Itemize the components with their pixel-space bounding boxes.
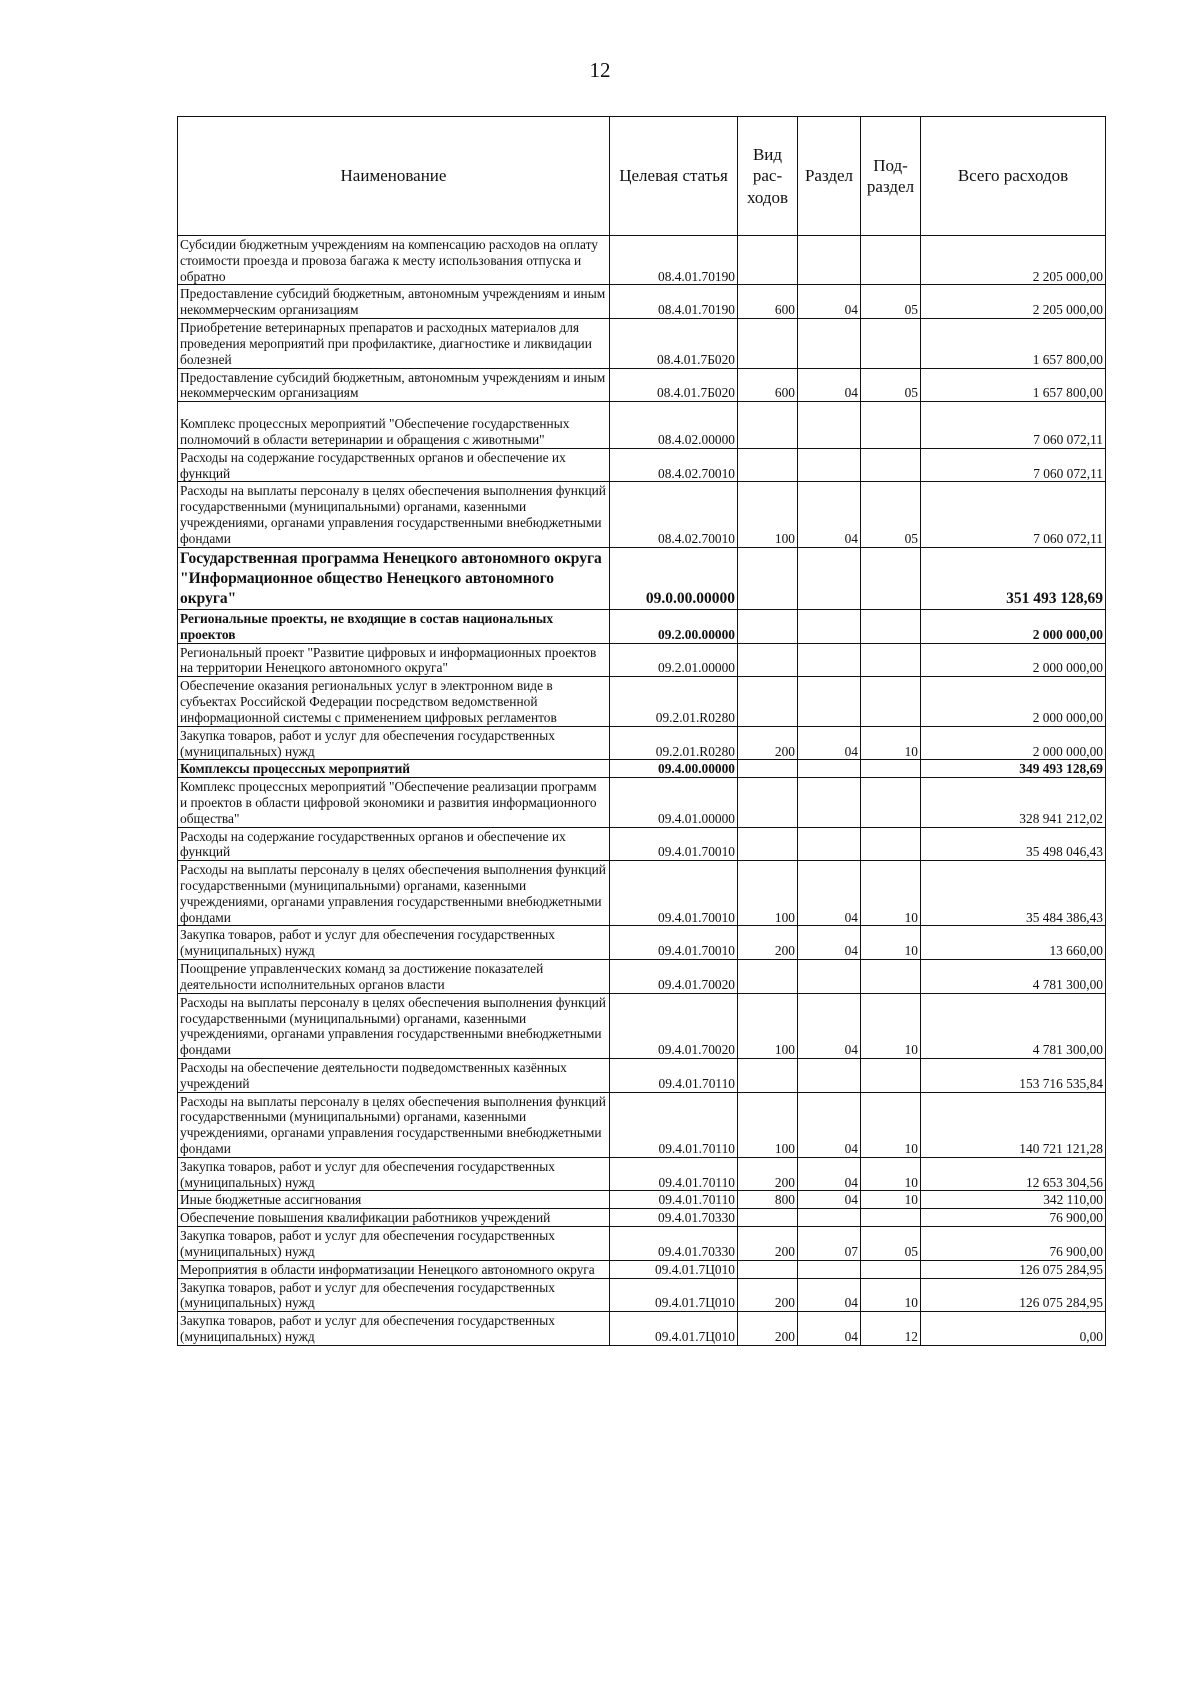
row-name: Расходы на выплаты персоналу в целях обеспечения выполнения функций государственными (муниципальными) органами, казенными учреждениями, органами управления государственными внебюджетными фондами <box>178 1092 610 1157</box>
table-row <box>178 827 1106 861</box>
row-vid: 100 <box>738 1092 798 1157</box>
row-vid: 100 <box>738 861 798 926</box>
row-total: 342 110,00 <box>921 1191 1106 1209</box>
row-razdel: 04 <box>798 1157 861 1191</box>
row-target-code: 09.4.01.70110 <box>610 1157 738 1191</box>
page-number: 12 <box>589 58 611 82</box>
row-podrazdel <box>861 448 921 482</box>
row-name: Предоставление субсидий бюджетным, автономным учреждениям и иным некоммерческим организациям <box>178 285 610 319</box>
table-row <box>178 1312 1106 1346</box>
row-vid: 200 <box>738 1227 798 1261</box>
row-razdel <box>798 760 861 778</box>
row-total: 328 941 212,02 <box>921 778 1106 827</box>
row-razdel: 04 <box>798 993 861 1058</box>
table-row <box>178 1278 1106 1312</box>
row-total: 76 900,00 <box>921 1227 1106 1261</box>
row-target-code: 08.4.02.70010 <box>610 448 738 482</box>
row-podrazdel <box>861 236 921 285</box>
row-name: Обеспечение оказания региональных услуг в электронном виде в субъектах Российской Федерации посредством ведомственной информационной системы с применением цифровых регламентов <box>178 677 610 726</box>
row-total: 126 075 284,95 <box>921 1260 1106 1278</box>
row-razdel <box>798 643 861 677</box>
row-podrazdel: 10 <box>861 1191 921 1209</box>
row-total: 76 900,00 <box>921 1209 1106 1227</box>
row-podrazdel <box>861 1058 921 1092</box>
row-name: Региональные проекты, не входящие в состав национальных проектов <box>178 610 610 644</box>
table-row <box>178 285 1106 319</box>
row-target-code: 09.2.01.R0280 <box>610 677 738 726</box>
row-vid <box>738 319 798 368</box>
row-razdel: 04 <box>798 285 861 319</box>
row-target-code: 09.2.01.R0280 <box>610 726 738 760</box>
row-vid: 200 <box>738 926 798 960</box>
row-name: Приобретение ветеринарных препаратов и расходных материалов для проведения мероприятий при профилактике, диагностике и ликвидации болезней <box>178 319 610 368</box>
row-total: 351 493 128,69 <box>921 547 1106 609</box>
header-podrazdel: Под-раздел <box>861 117 921 236</box>
row-target-code: 09.0.00.00000 <box>610 547 738 609</box>
row-podrazdel <box>861 827 921 861</box>
row-razdel <box>798 402 861 449</box>
row-vid: 600 <box>738 368 798 402</box>
row-razdel <box>798 827 861 861</box>
table-row <box>178 726 1106 760</box>
row-name: Закупка товаров, работ и услуг для обеспечения государственных (муниципальных) нужд <box>178 1157 610 1191</box>
row-target-code: 08.4.01.70190 <box>610 285 738 319</box>
table-row <box>178 993 1106 1058</box>
row-podrazdel: 05 <box>861 368 921 402</box>
row-razdel <box>798 547 861 609</box>
row-razdel <box>798 236 861 285</box>
row-total: 35 484 386,43 <box>921 861 1106 926</box>
row-target-code: 09.4.01.70330 <box>610 1227 738 1261</box>
row-name: Комплексы процессных мероприятий <box>178 760 610 778</box>
row-razdel: 04 <box>798 726 861 760</box>
row-podrazdel: 05 <box>861 482 921 547</box>
row-name: Расходы на выплаты персоналу в целях обеспечения выполнения функций государственными (муниципальными) органами, казенными учреждениями, органами управления государственными внебюджетными фондами <box>178 993 610 1058</box>
row-razdel <box>798 610 861 644</box>
row-total: 1 657 800,00 <box>921 319 1106 368</box>
table-row <box>178 482 1106 547</box>
row-name: Расходы на выплаты персоналу в целях обеспечения выполнения функций государственными (муниципальными) органами, казенными учреждениями, органами управления государственными внебюджетными фондами <box>178 861 610 926</box>
row-vid <box>738 448 798 482</box>
row-total: 12 653 304,56 <box>921 1157 1106 1191</box>
row-target-code: 09.2.01.00000 <box>610 643 738 677</box>
header-vid: Вид рас-ходов <box>738 117 798 236</box>
row-razdel: 04 <box>798 482 861 547</box>
row-razdel: 04 <box>798 1092 861 1157</box>
row-razdel <box>798 960 861 994</box>
row-target-code: 09.4.01.70020 <box>610 993 738 1058</box>
row-target-code: 08.4.01.7Б020 <box>610 319 738 368</box>
row-target-code: 09.2.00.00000 <box>610 610 738 644</box>
header-razdel: Раздел <box>798 117 861 236</box>
row-podrazdel <box>861 610 921 644</box>
table-row <box>178 547 1106 609</box>
row-vid <box>738 402 798 449</box>
row-razdel: 04 <box>798 1278 861 1312</box>
row-total: 35 498 046,43 <box>921 827 1106 861</box>
row-name: Региональный проект "Развитие цифровых и информационных проектов на территории Ненецкого автономного округа" <box>178 643 610 677</box>
row-podrazdel: 10 <box>861 1278 921 1312</box>
row-total: 126 075 284,95 <box>921 1278 1106 1312</box>
row-vid: 800 <box>738 1191 798 1209</box>
row-target-code: 09.4.01.70330 <box>610 1209 738 1227</box>
row-razdel <box>798 448 861 482</box>
row-total: 4 781 300,00 <box>921 960 1106 994</box>
table-row <box>178 402 1106 449</box>
row-podrazdel: 10 <box>861 926 921 960</box>
row-name: Закупка товаров, работ и услуг для обеспечения государственных (муниципальных) нужд <box>178 926 610 960</box>
row-vid <box>738 643 798 677</box>
table-row <box>178 1227 1106 1261</box>
row-name: Расходы на выплаты персоналу в целях обеспечения выполнения функций государственными (муниципальными) органами, казенными учреждениями, органами управления государственными внебюджетными фондами <box>178 482 610 547</box>
row-total: 2 000 000,00 <box>921 643 1106 677</box>
row-name: Обеспечение повышения квалификации работников учреждений <box>178 1209 610 1227</box>
row-podrazdel: 10 <box>861 993 921 1058</box>
table-row <box>178 1092 1106 1157</box>
row-target-code: 09.4.01.70110 <box>610 1058 738 1092</box>
row-name: Предоставление субсидий бюджетным, автономным учреждениям и иным некоммерческим организациям <box>178 368 610 402</box>
table-row <box>178 1058 1106 1092</box>
row-razdel: 04 <box>798 861 861 926</box>
row-vid <box>738 1058 798 1092</box>
row-target-code: 09.4.01.70010 <box>610 827 738 861</box>
row-podrazdel: 05 <box>861 285 921 319</box>
row-podrazdel: 12 <box>861 1312 921 1346</box>
row-podrazdel <box>861 1209 921 1227</box>
row-razdel <box>798 1209 861 1227</box>
row-razdel <box>798 319 861 368</box>
table-row <box>178 643 1106 677</box>
row-razdel <box>798 1058 861 1092</box>
row-total: 2 205 000,00 <box>921 236 1106 285</box>
table-row <box>178 677 1106 726</box>
row-total: 0,00 <box>921 1312 1106 1346</box>
row-total: 140 721 121,28 <box>921 1092 1106 1157</box>
table-row <box>178 1209 1106 1227</box>
row-target-code: 08.4.02.00000 <box>610 402 738 449</box>
row-podrazdel <box>861 677 921 726</box>
row-name: Закупка товаров, работ и услуг для обеспечения государственных (муниципальных) нужд <box>178 1312 610 1346</box>
table-row <box>178 926 1106 960</box>
row-name: Расходы на обеспечение деятельности подведомственных казённых учреждений <box>178 1058 610 1092</box>
row-total: 4 781 300,00 <box>921 993 1106 1058</box>
row-name: Расходы на содержание государственных органов и обеспечение их функций <box>178 827 610 861</box>
row-podrazdel <box>861 1260 921 1278</box>
expenditure-table <box>177 116 1106 1346</box>
table-row <box>178 861 1106 926</box>
row-total: 1 657 800,00 <box>921 368 1106 402</box>
row-target-code: 09.4.01.70110 <box>610 1191 738 1209</box>
row-vid: 200 <box>738 1278 798 1312</box>
row-razdel: 04 <box>798 1191 861 1209</box>
row-name: Закупка товаров, работ и услуг для обеспечения государственных (муниципальных) нужд <box>178 726 610 760</box>
row-podrazdel: 05 <box>861 1227 921 1261</box>
row-target-code: 09.4.01.70010 <box>610 861 738 926</box>
row-target-code: 09.4.01.70010 <box>610 926 738 960</box>
row-vid <box>738 778 798 827</box>
row-podrazdel <box>861 402 921 449</box>
row-target-code: 08.4.01.70190 <box>610 236 738 285</box>
row-vid <box>738 1260 798 1278</box>
table-row <box>178 236 1106 285</box>
row-vid: 200 <box>738 1312 798 1346</box>
row-name: Закупка товаров, работ и услуг для обеспечения государственных (муниципальных) нужд <box>178 1227 610 1261</box>
row-vid: 200 <box>738 1157 798 1191</box>
row-vid <box>738 610 798 644</box>
row-razdel <box>798 1260 861 1278</box>
table-row <box>178 760 1106 778</box>
row-total: 7 060 072,11 <box>921 482 1106 547</box>
row-razdel: 04 <box>798 368 861 402</box>
row-vid <box>738 677 798 726</box>
table-row <box>178 319 1106 368</box>
row-podrazdel <box>861 319 921 368</box>
row-razdel <box>798 778 861 827</box>
row-podrazdel <box>861 960 921 994</box>
row-podrazdel: 10 <box>861 1157 921 1191</box>
row-vid <box>738 760 798 778</box>
row-vid <box>738 960 798 994</box>
table-row <box>178 1157 1106 1191</box>
row-name: Поощрение управленческих команд за достижение показателей деятельности исполнительных органов власти <box>178 960 610 994</box>
row-vid <box>738 827 798 861</box>
table-row <box>178 1260 1106 1278</box>
row-name: Мероприятия в области информатизации Ненецкого автономного округа <box>178 1260 610 1278</box>
row-name: Иные бюджетные ассигнования <box>178 1191 610 1209</box>
table-row <box>178 1191 1106 1209</box>
row-podrazdel <box>861 643 921 677</box>
row-podrazdel <box>861 760 921 778</box>
row-podrazdel <box>861 547 921 609</box>
row-razdel: 04 <box>798 1312 861 1346</box>
row-razdel: 07 <box>798 1227 861 1261</box>
row-total: 2 000 000,00 <box>921 677 1106 726</box>
row-total: 349 493 128,69 <box>921 760 1106 778</box>
table-row <box>178 778 1106 827</box>
row-vid <box>738 236 798 285</box>
row-total: 2 205 000,00 <box>921 285 1106 319</box>
row-name: Закупка товаров, работ и услуг для обеспечения государственных (муниципальных) нужд <box>178 1278 610 1312</box>
row-target-code: 09.4.01.7Ц010 <box>610 1312 738 1346</box>
row-name: Комплекс процессных мероприятий "Обеспечение реализации программ и проектов в области цифровой экономики и развития информационного общества" <box>178 778 610 827</box>
row-vid <box>738 547 798 609</box>
row-name: Комплекс процессных мероприятий "Обеспечение государственных полномочий в области ветеринарии и обращения с животными" <box>178 402 610 449</box>
table-row <box>178 368 1106 402</box>
row-vid: 200 <box>738 726 798 760</box>
row-vid: 100 <box>738 993 798 1058</box>
row-target-code: 09.4.01.70020 <box>610 960 738 994</box>
table-row <box>178 960 1106 994</box>
row-vid: 100 <box>738 482 798 547</box>
row-total: 13 660,00 <box>921 926 1106 960</box>
row-razdel <box>798 677 861 726</box>
row-vid: 600 <box>738 285 798 319</box>
header-name: Наименование <box>178 117 610 236</box>
row-total: 2 000 000,00 <box>921 610 1106 644</box>
row-podrazdel: 10 <box>861 861 921 926</box>
table-row <box>178 610 1106 644</box>
row-target-code: 09.4.01.7Ц010 <box>610 1278 738 1312</box>
header-total: Всего расходов <box>921 117 1106 236</box>
header-row <box>178 117 1106 236</box>
row-target-code: 08.4.02.70010 <box>610 482 738 547</box>
header-target: Целевая статья <box>610 117 738 236</box>
row-target-code: 09.4.00.00000 <box>610 760 738 778</box>
row-podrazdel <box>861 778 921 827</box>
row-podrazdel: 10 <box>861 1092 921 1157</box>
row-target-code: 09.4.01.70110 <box>610 1092 738 1157</box>
row-name: Субсидии бюджетным учреждениям на компенсацию расходов на оплату стоимости проезда и провоза багажа к месту использования отпуска и обратно <box>178 236 610 285</box>
table-row <box>178 448 1106 482</box>
row-podrazdel: 10 <box>861 726 921 760</box>
row-total: 7 060 072,11 <box>921 448 1106 482</box>
row-target-code: 09.4.01.00000 <box>610 778 738 827</box>
row-razdel: 04 <box>798 926 861 960</box>
row-vid <box>738 1209 798 1227</box>
row-name: Государственная программа Ненецкого автономного округа "Информационное общество Ненецкого автономного округа" <box>178 547 610 609</box>
row-target-code: 09.4.01.7Ц010 <box>610 1260 738 1278</box>
row-target-code: 08.4.01.7Б020 <box>610 368 738 402</box>
row-total: 153 716 535,84 <box>921 1058 1106 1092</box>
row-total: 7 060 072,11 <box>921 402 1106 449</box>
row-total: 2 000 000,00 <box>921 726 1106 760</box>
row-name: Расходы на содержание государственных органов и обеспечение их функций <box>178 448 610 482</box>
